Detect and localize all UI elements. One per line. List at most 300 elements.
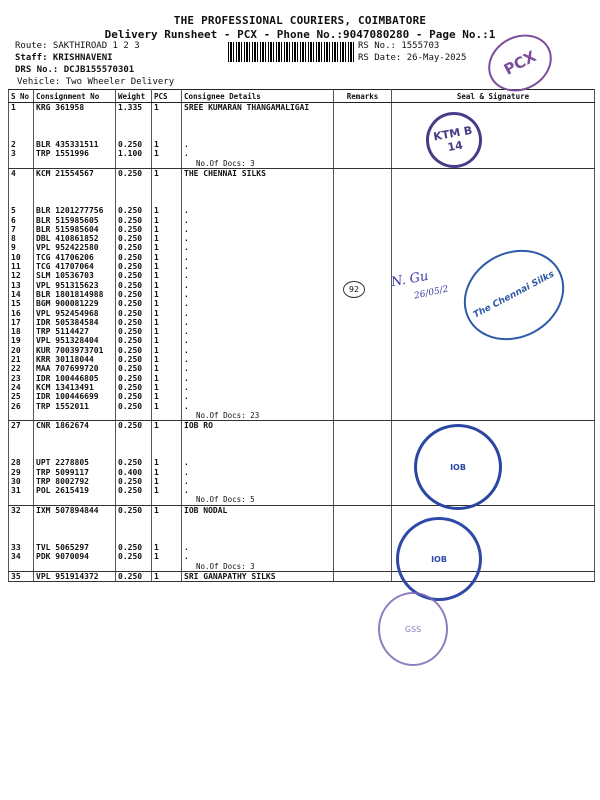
cell-pcs	[152, 449, 182, 458]
pcx-stamp: PCX	[478, 24, 562, 103]
cell-seal	[392, 169, 595, 179]
cell-pcs	[152, 495, 182, 505]
table-row	[9, 543, 595, 552]
cell-pcs: 1	[152, 383, 182, 392]
cell-sno	[9, 411, 34, 421]
table-row	[9, 103, 595, 113]
table-row	[9, 383, 595, 392]
cell-remarks	[334, 234, 392, 243]
cell-seal	[392, 216, 595, 225]
cell-sno: 22	[9, 364, 34, 373]
cell-weight	[116, 524, 152, 533]
cell-pcs: 1	[152, 206, 182, 215]
cell-remarks	[334, 543, 392, 552]
cell-remarks	[334, 477, 392, 486]
cell-consignment: MAA 707699720	[34, 364, 116, 373]
cell-sno	[9, 534, 34, 543]
cell-remarks	[334, 262, 392, 271]
cell-sno: 33	[9, 543, 34, 552]
table-row	[9, 355, 595, 364]
cell-weight	[116, 449, 152, 458]
cell-sno: 35	[9, 571, 34, 581]
cell-consignee: THE CHENNAI SILKS	[182, 169, 334, 179]
cell-remarks	[334, 336, 392, 345]
cell-sno: 30	[9, 477, 34, 486]
cell-remarks	[334, 383, 392, 392]
cell-consignment	[34, 524, 116, 533]
cell-sno: 18	[9, 327, 34, 336]
cell-sno: 24	[9, 383, 34, 392]
cell-consignment: KUR 7003973701	[34, 346, 116, 355]
cell-sno	[9, 188, 34, 197]
cell-consignee: .	[182, 327, 334, 336]
staff-label: Staff: KRISHNAVENI	[15, 53, 113, 63]
cell-consignment: BLR 1201277756	[34, 206, 116, 215]
cell-seal	[392, 188, 595, 197]
cell-sno: 23	[9, 374, 34, 383]
cell-consignee	[182, 534, 334, 543]
table-row	[9, 216, 595, 225]
cell-consignee: .	[182, 477, 334, 486]
cell-weight: 0.250	[116, 392, 152, 401]
cell-consignment: TRP 1552011	[34, 402, 116, 411]
cell-pcs: 1	[152, 477, 182, 486]
cell-consignment	[34, 440, 116, 449]
cell-sno: 16	[9, 309, 34, 318]
cell-sno: 34	[9, 552, 34, 561]
cell-consignee: No.Of Docs: 5	[182, 495, 334, 505]
cell-sno: 29	[9, 468, 34, 477]
cell-consignment	[34, 449, 116, 458]
cell-consignee: .	[182, 346, 334, 355]
cell-remarks	[334, 188, 392, 197]
cell-pcs	[152, 178, 182, 187]
cell-remarks	[334, 515, 392, 524]
cell-weight: 0.250	[116, 346, 152, 355]
cell-remarks	[334, 411, 392, 421]
cell-weight: 0.250	[116, 336, 152, 345]
cell-seal	[392, 131, 595, 140]
cell-consignment: KCM 21554567	[34, 169, 116, 179]
cell-consignee	[182, 524, 334, 533]
table-row	[9, 112, 595, 121]
cell-consignment: BLR 515985604	[34, 225, 116, 234]
cell-pcs: 1	[152, 505, 182, 515]
cell-seal	[392, 392, 595, 401]
cell-seal	[392, 178, 595, 187]
cell-consignee: .	[182, 486, 334, 495]
cell-consignee: .	[182, 243, 334, 252]
cell-sno	[9, 159, 34, 169]
cell-weight: 0.250	[116, 309, 152, 318]
cell-seal	[392, 355, 595, 364]
iob-ro-seal: IOB	[414, 424, 502, 510]
cell-consignment	[34, 495, 116, 505]
cell-seal	[392, 346, 595, 355]
cell-sno: 26	[9, 402, 34, 411]
route-label: Route: SAKTHIROAD 1 2 3	[15, 41, 140, 51]
signature-handwriting: N. Gu	[389, 268, 430, 291]
cell-seal	[392, 383, 595, 392]
cell-consignment: IDR 505384584	[34, 318, 116, 327]
cell-seal	[392, 234, 595, 243]
cell-consignment	[34, 131, 116, 140]
cell-pcs: 1	[152, 262, 182, 271]
cell-sno: 3	[9, 149, 34, 158]
cell-consignee	[182, 188, 334, 197]
cell-remarks	[334, 392, 392, 401]
table-row	[9, 458, 595, 467]
cell-seal	[392, 374, 595, 383]
col-consignment: Consignment No	[34, 90, 116, 103]
cell-consignment	[34, 562, 116, 572]
cell-weight	[116, 112, 152, 121]
table-row	[9, 346, 595, 355]
cell-pcs	[152, 411, 182, 421]
col-weight: Weight	[116, 90, 152, 103]
cell-consignment: BLR 1801814988	[34, 290, 116, 299]
cell-sno	[9, 430, 34, 439]
cell-consignee: .	[182, 543, 334, 552]
table-row	[9, 197, 595, 206]
cell-seal	[392, 159, 595, 169]
cell-remarks	[334, 421, 392, 431]
cell-consignment: TRP 8002792	[34, 477, 116, 486]
cell-consignment: BLR 435331511	[34, 140, 116, 149]
cell-sno: 21	[9, 355, 34, 364]
cell-pcs: 1	[152, 392, 182, 401]
cell-consignee: SREE KUMARAN THANGAMALIGAI	[182, 103, 334, 113]
drs-number: DRS No.: DCJB155570301	[15, 65, 135, 75]
cell-remarks	[334, 178, 392, 187]
table-row	[9, 552, 595, 561]
cell-consignment: TRP 5099117	[34, 468, 116, 477]
cell-sno: 25	[9, 392, 34, 401]
cell-remarks	[334, 364, 392, 373]
cell-weight	[116, 197, 152, 206]
cell-weight	[116, 188, 152, 197]
cell-pcs: 1	[152, 271, 182, 280]
cell-consignment: TRP 1551996	[34, 149, 116, 158]
cell-consignee: No.Of Docs: 23	[182, 411, 334, 421]
cell-sno	[9, 178, 34, 187]
cell-consignee: IOB NODAL	[182, 505, 334, 515]
cell-pcs: 1	[152, 543, 182, 552]
cell-consignee: .	[182, 355, 334, 364]
cell-consignee	[182, 131, 334, 140]
cell-consignment	[34, 197, 116, 206]
cell-weight: 0.250	[116, 486, 152, 495]
cell-seal	[392, 505, 595, 515]
cell-remarks	[334, 206, 392, 215]
cell-consignee: .	[182, 552, 334, 561]
cell-pcs: 1	[152, 253, 182, 262]
cell-seal	[392, 112, 595, 121]
cell-consignment	[34, 411, 116, 421]
cell-consignment	[34, 159, 116, 169]
table-row	[9, 486, 595, 495]
cell-consignee: .	[182, 225, 334, 234]
cell-pcs	[152, 515, 182, 524]
cell-remarks	[334, 355, 392, 364]
cell-seal	[392, 402, 595, 411]
cell-sno: 31	[9, 486, 34, 495]
cell-pcs	[152, 112, 182, 121]
cell-pcs: 1	[152, 281, 182, 290]
cell-consignee: .	[182, 383, 334, 392]
cell-sno: 2	[9, 140, 34, 149]
iob-nodal-seal: IOB	[396, 517, 482, 601]
table-row	[9, 505, 595, 515]
cell-consignee	[182, 430, 334, 439]
col-consignee: Consignee Details	[182, 90, 334, 103]
cell-consignment: IDR 100446699	[34, 392, 116, 401]
cell-sno	[9, 562, 34, 572]
table-row	[9, 122, 595, 131]
rs-date: RS Date: 26-May-2025	[358, 53, 467, 63]
cell-weight: 1.335	[116, 103, 152, 113]
cell-sno: 12	[9, 271, 34, 280]
cell-pcs: 1	[152, 355, 182, 364]
cell-seal	[392, 103, 595, 113]
cell-remarks	[334, 440, 392, 449]
table-row	[9, 571, 595, 581]
cell-sno: 19	[9, 336, 34, 345]
cell-pcs: 1	[152, 149, 182, 158]
cell-remarks	[334, 112, 392, 121]
cell-remarks	[334, 271, 392, 280]
cell-seal	[392, 495, 595, 505]
cell-pcs: 1	[152, 169, 182, 179]
cell-consignment: VPL 951315623	[34, 281, 116, 290]
cell-remarks	[334, 468, 392, 477]
table-row	[9, 140, 595, 149]
cell-pcs: 1	[152, 346, 182, 355]
cell-consignment	[34, 122, 116, 131]
cell-sno: 27	[9, 421, 34, 431]
cell-consignee: .	[182, 374, 334, 383]
cell-sno: 8	[9, 234, 34, 243]
cell-sno: 13	[9, 281, 34, 290]
cell-consignment: DBL 410861852	[34, 234, 116, 243]
cell-consignee: .	[182, 336, 334, 345]
cell-consignee	[182, 515, 334, 524]
runsheet-title: Delivery Runsheet - PCX - Phone No.:9047080280 - Page No.:1	[104, 28, 496, 41]
cell-pcs	[152, 122, 182, 131]
cell-weight: 0.250	[116, 271, 152, 280]
cell-pcs: 1	[152, 421, 182, 431]
cell-consignment: VPL 952422580	[34, 243, 116, 252]
table-row	[9, 515, 595, 524]
cell-consignment: IXM 507894844	[34, 505, 116, 515]
cell-consignee	[182, 112, 334, 121]
ktm-stamp: KTM B 14	[422, 108, 487, 173]
cell-remarks	[334, 571, 392, 581]
cell-sno: 17	[9, 318, 34, 327]
table-row	[9, 159, 595, 169]
cell-consignee	[182, 440, 334, 449]
cell-pcs: 1	[152, 216, 182, 225]
cell-weight: 0.250	[116, 477, 152, 486]
cell-consignment: KRG 361958	[34, 103, 116, 113]
cell-consignee: .	[182, 216, 334, 225]
cell-remarks	[334, 495, 392, 505]
cell-pcs: 1	[152, 243, 182, 252]
cell-consignment	[34, 534, 116, 543]
cell-weight	[116, 411, 152, 421]
cell-pcs	[152, 188, 182, 197]
table-row	[9, 495, 595, 505]
table-row	[9, 534, 595, 543]
table-row	[9, 392, 595, 401]
table-row	[9, 364, 595, 373]
cell-consignee: .	[182, 299, 334, 308]
cell-remarks	[334, 253, 392, 262]
cell-consignment: VPL 952454968	[34, 309, 116, 318]
cell-weight: 0.250	[116, 543, 152, 552]
cell-consignment: TCG 41706206	[34, 253, 116, 262]
cell-consignee: .	[182, 281, 334, 290]
cell-sno: 32	[9, 505, 34, 515]
cell-sno	[9, 440, 34, 449]
cell-remarks	[334, 524, 392, 533]
cell-pcs	[152, 159, 182, 169]
cell-consignee	[182, 178, 334, 187]
cell-weight: 0.250	[116, 169, 152, 179]
cell-sno: 6	[9, 216, 34, 225]
cell-consignment: TCG 41707064	[34, 262, 116, 271]
table-row	[9, 225, 595, 234]
cell-remarks	[334, 197, 392, 206]
cell-sno: 7	[9, 225, 34, 234]
cell-consignee	[182, 197, 334, 206]
cell-consignee: .	[182, 149, 334, 158]
handwritten-mark: 92	[343, 281, 365, 298]
cell-weight: 0.250	[116, 206, 152, 215]
cell-sno: 9	[9, 243, 34, 252]
cell-consignment: SLM 10536703	[34, 271, 116, 280]
cell-remarks	[334, 327, 392, 336]
table-row	[9, 149, 595, 158]
cell-pcs: 1	[152, 318, 182, 327]
cell-remarks	[334, 169, 392, 179]
cell-consignee: IOB RO	[182, 421, 334, 431]
cell-weight: 0.250	[116, 225, 152, 234]
cell-remarks	[334, 140, 392, 149]
cell-weight: 0.250	[116, 364, 152, 373]
cell-sno: 11	[9, 262, 34, 271]
cell-consignment: VPL 951328404	[34, 336, 116, 345]
cell-pcs	[152, 131, 182, 140]
cell-pcs: 1	[152, 327, 182, 336]
cell-sno	[9, 112, 34, 121]
cell-pcs: 1	[152, 468, 182, 477]
table-row	[9, 131, 595, 140]
cell-seal	[392, 206, 595, 215]
cell-seal	[392, 197, 595, 206]
cell-consignee: .	[182, 392, 334, 401]
cell-consignee: .	[182, 140, 334, 149]
cell-pcs	[152, 197, 182, 206]
cell-seal	[392, 225, 595, 234]
col-remarks: Remarks	[334, 90, 392, 103]
cell-consignee: .	[182, 458, 334, 467]
cell-consignment: POL 2615419	[34, 486, 116, 495]
cell-sno: 28	[9, 458, 34, 467]
cell-pcs	[152, 430, 182, 439]
cell-remarks	[334, 458, 392, 467]
cell-consignment	[34, 430, 116, 439]
table-body	[9, 103, 595, 582]
cell-sno: 10	[9, 253, 34, 262]
table-row	[9, 169, 595, 179]
cell-sno: 4	[9, 169, 34, 179]
cell-pcs: 1	[152, 374, 182, 383]
table-row	[9, 477, 595, 486]
cell-consignee: .	[182, 271, 334, 280]
cell-consignee: SRI GANAPATHY SILKS	[182, 571, 334, 581]
cell-pcs: 1	[152, 103, 182, 113]
cell-weight	[116, 534, 152, 543]
cell-remarks	[334, 225, 392, 234]
cell-weight: 0.250	[116, 552, 152, 561]
cell-sno	[9, 449, 34, 458]
cell-weight	[116, 440, 152, 449]
cell-weight: 0.250	[116, 421, 152, 431]
cell-weight: 0.250	[116, 281, 152, 290]
cell-weight: 0.250	[116, 374, 152, 383]
cell-weight: 1.100	[116, 149, 152, 158]
ganapathy-seal: GSS	[378, 592, 448, 666]
cell-weight: 0.250	[116, 383, 152, 392]
col-pcs: PCS	[152, 90, 182, 103]
cell-sno	[9, 131, 34, 140]
table-header-row	[9, 90, 595, 103]
cell-weight: 0.250	[116, 262, 152, 271]
rs-number: RS No.: 1555703	[358, 41, 440, 51]
cell-pcs: 1	[152, 140, 182, 149]
cell-consignment: TRP 5114427	[34, 327, 116, 336]
cell-pcs: 1	[152, 402, 182, 411]
cell-consignee: .	[182, 364, 334, 373]
cell-consignee: .	[182, 253, 334, 262]
cell-seal	[392, 364, 595, 373]
col-seal: Seal & Signature	[392, 90, 595, 103]
cell-consignment: TVL 5065297	[34, 543, 116, 552]
cell-weight	[116, 122, 152, 131]
table-row	[9, 449, 595, 458]
cell-remarks	[334, 562, 392, 572]
cell-remarks	[334, 159, 392, 169]
cell-sno	[9, 197, 34, 206]
cell-seal	[392, 140, 595, 149]
cell-pcs: 1	[152, 458, 182, 467]
table-row	[9, 430, 595, 439]
cell-weight: 0.250	[116, 243, 152, 252]
cell-consignment: VPL 951914372	[34, 571, 116, 581]
cell-pcs	[152, 440, 182, 449]
cell-consignment: BGM 900081229	[34, 299, 116, 308]
table-row	[9, 524, 595, 533]
table-row	[9, 440, 595, 449]
cell-pcs	[152, 562, 182, 572]
table-row	[9, 188, 595, 197]
cell-remarks	[334, 149, 392, 158]
cell-remarks	[334, 449, 392, 458]
cell-consignee: .	[182, 262, 334, 271]
cell-weight	[116, 131, 152, 140]
cell-remarks	[334, 103, 392, 113]
